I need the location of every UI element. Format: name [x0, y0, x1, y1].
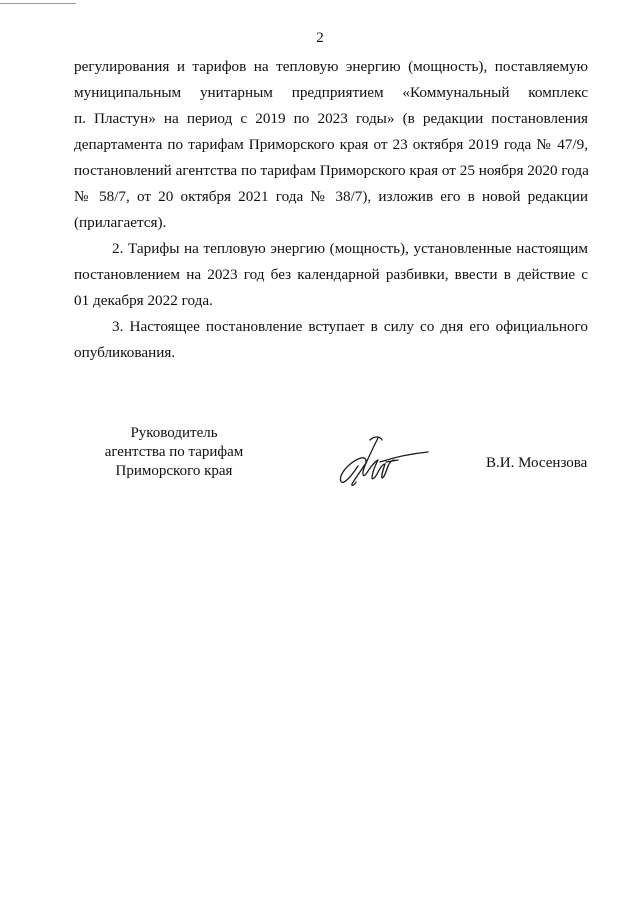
- page-number: 2: [316, 30, 324, 46]
- text-line: муниципальным унитарным предприятием «Коммунальный комплекс: [74, 84, 588, 101]
- text-line: 3. Настоящее постановление вступает в силу со дня его официального: [112, 318, 588, 335]
- text-line: (прилагается).: [74, 214, 167, 231]
- text-line: постановлением на 2023 год без календарной разбивки, ввести в действие с: [74, 266, 588, 283]
- text-line: опубликования.: [74, 344, 176, 361]
- text-line: 01 декабря 2022 года.: [74, 292, 213, 309]
- text-line: постановлений агентства по тарифам Приморского края от 25 ноября 2020 года: [74, 162, 589, 179]
- text-line: № 58/7, от 20 октября 2021 года № 38/7), изложив его в новой редакции: [74, 188, 588, 205]
- position-line: агентства по тарифам: [104, 444, 244, 460]
- position-line: Приморского края: [115, 463, 233, 479]
- text-line: 2. Тарифы на тепловую энергию (мощность), установленные настоящим: [112, 240, 588, 257]
- handwritten-signature-icon: [328, 432, 432, 494]
- signer-position: [80, 424, 268, 481]
- text-line: п. Пластун» на период с 2019 по 2023 годы» (в редакции постановления: [74, 110, 588, 127]
- position-line: Руководитель: [130, 425, 218, 441]
- signer-name: В.И. Мосензова: [486, 455, 588, 471]
- text-line: регулирования и тарифов на тепловую энергию (мощность), поставляемую: [74, 58, 588, 75]
- text-line: департамента по тарифам Приморского края от 23 октября 2019 года № 47/9,: [74, 136, 588, 153]
